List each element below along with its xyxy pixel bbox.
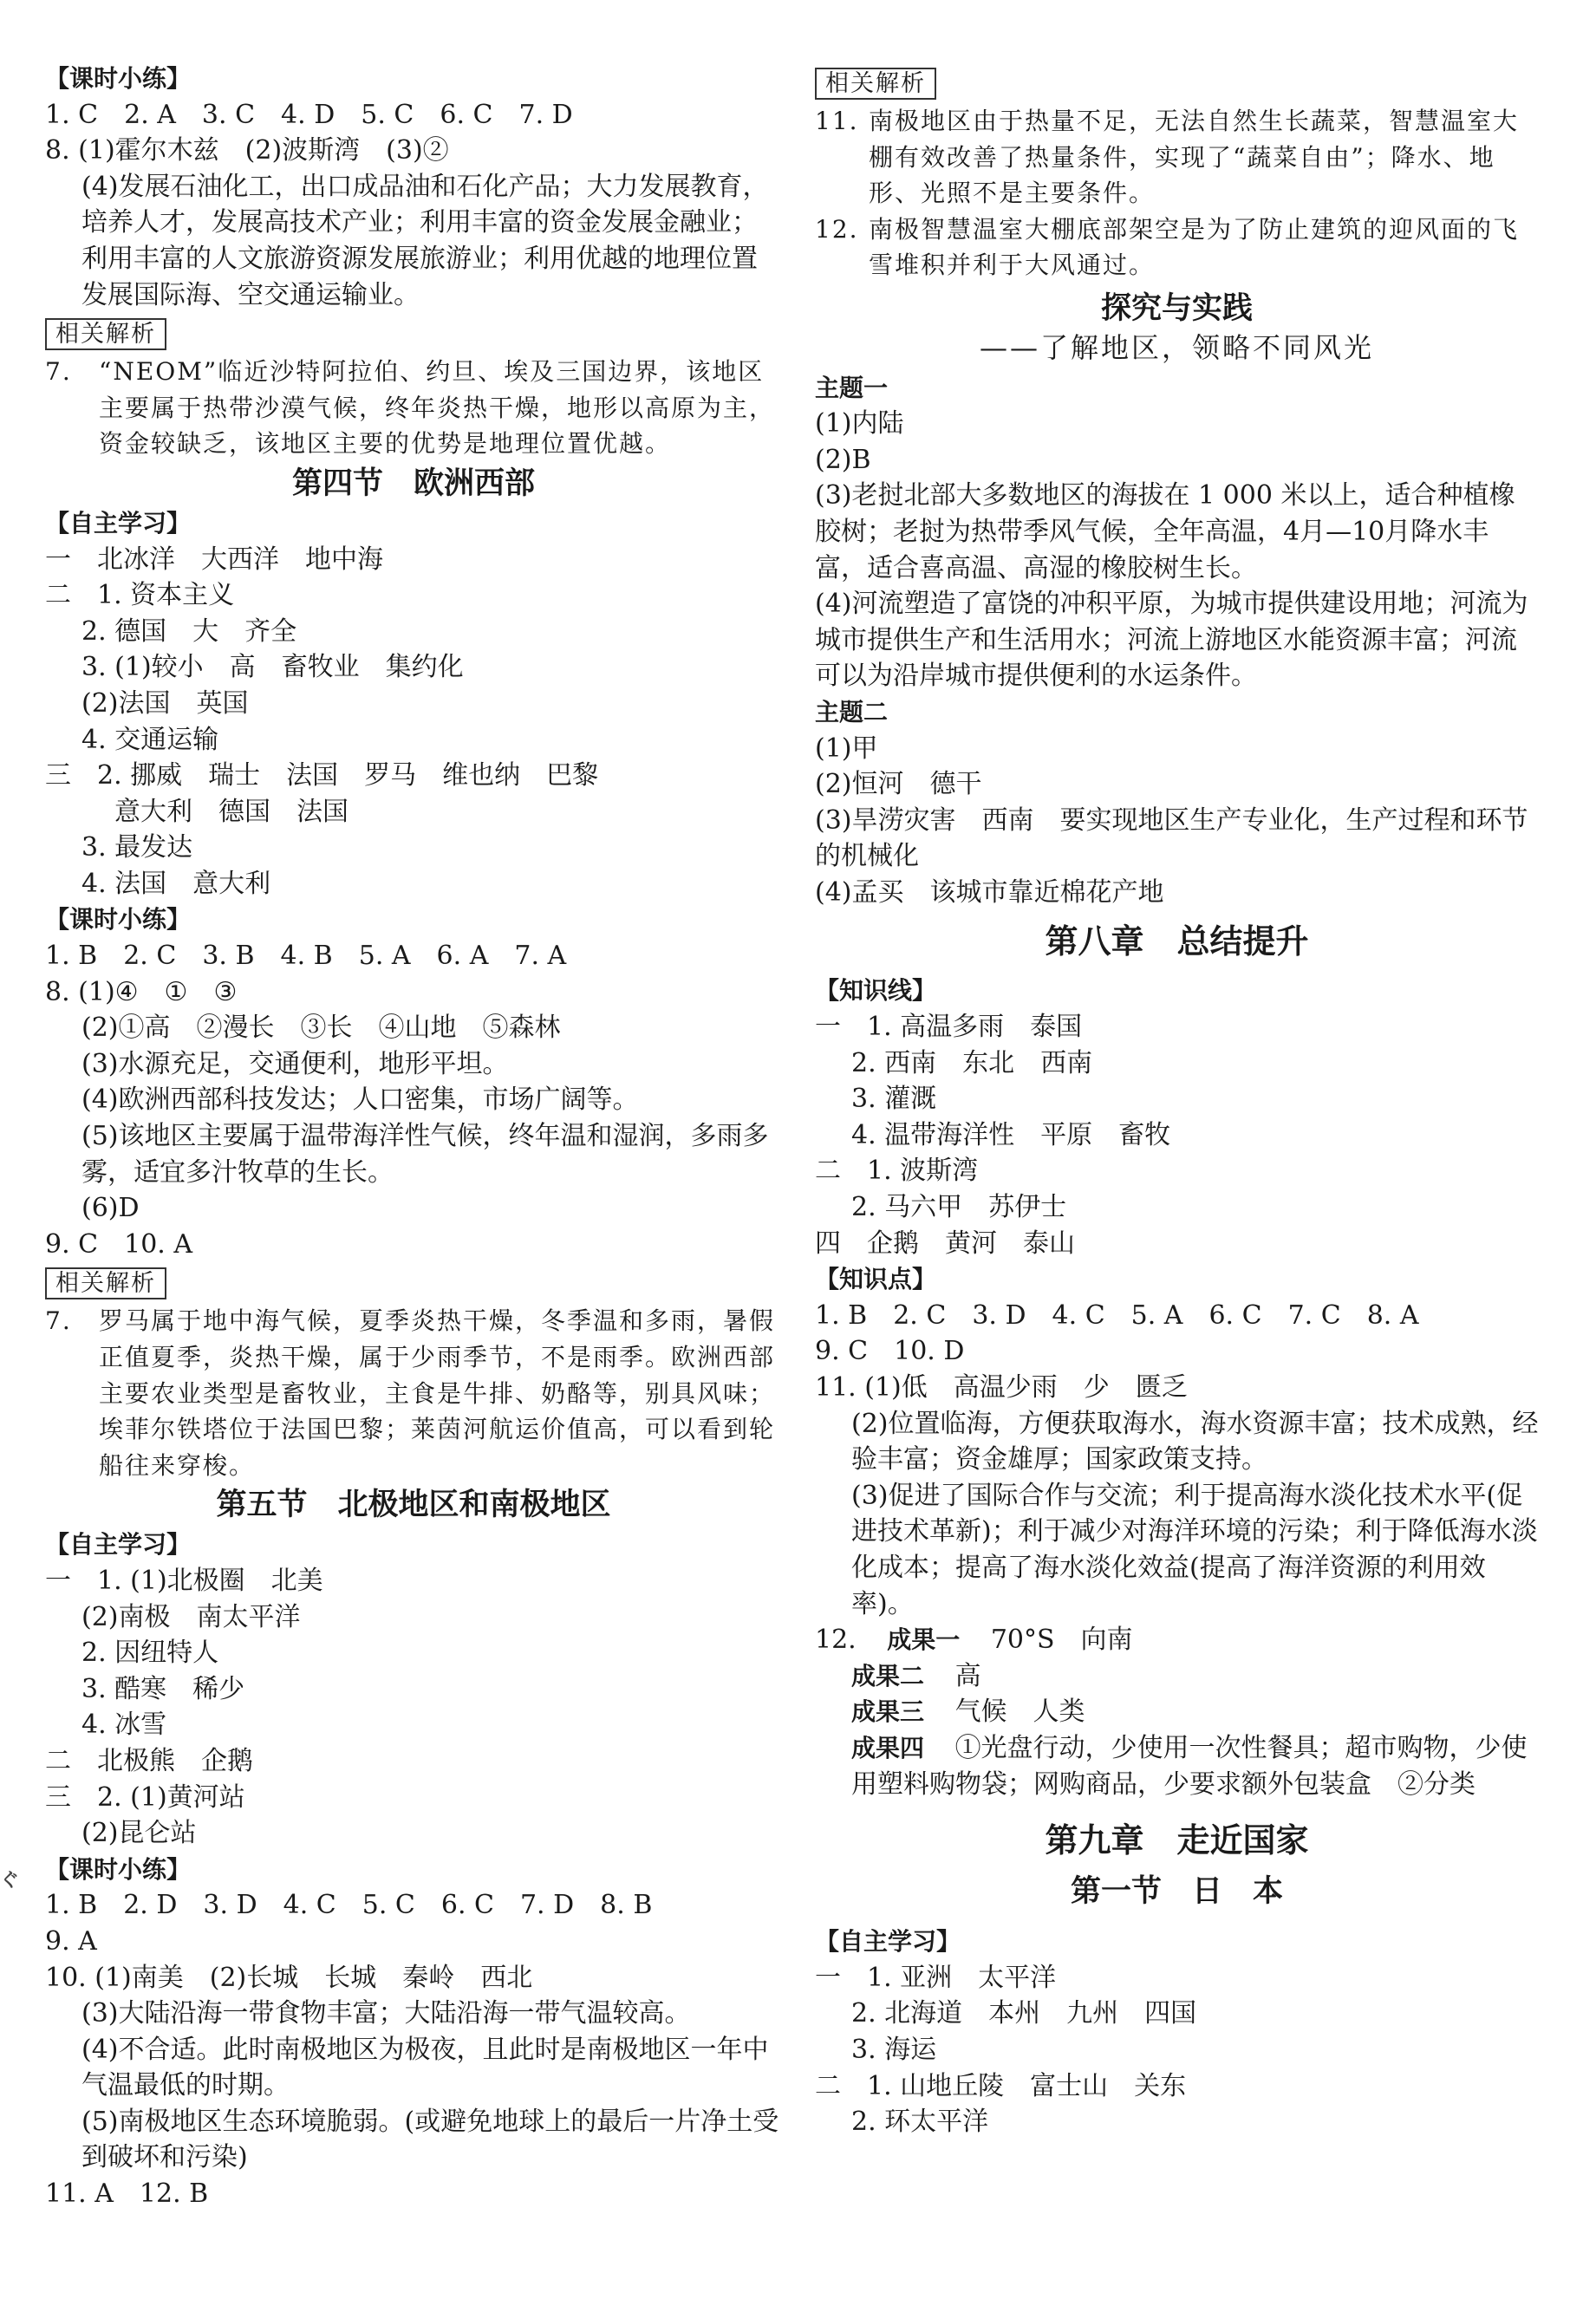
analysis-tag: 相关解析 bbox=[815, 68, 936, 100]
answer-line: 2. 因纽特人 bbox=[81, 1638, 219, 1669]
answer-line: 1. B 2. D 3. D 4. C 5. C 6. C 7. D 8. B bbox=[45, 1890, 653, 1921]
answer-paragraph: (4)河流塑造了富饶的冲积平原，为城市提供建设用地；河流为城市提供生产和生活用水；河流上游地区水能资源丰富；河流可以为沿岸城市提供便利的水运条件。 bbox=[815, 589, 1528, 692]
answer-line: 3. 灌溉 bbox=[851, 1084, 937, 1115]
answer-line: 2. 德国 大 齐全 bbox=[81, 615, 297, 647]
result-line: 成果三 气候 人类 bbox=[851, 1697, 1085, 1728]
answer-line: 3. 海运 bbox=[851, 2034, 937, 2065]
answer-line: 11. A 12. B bbox=[45, 2179, 209, 2210]
section-label: 【课时小练】 bbox=[45, 1854, 192, 1884]
answer-line: 一 1. 高温多雨 泰国 bbox=[815, 1012, 1083, 1043]
left-column bbox=[45, 61, 782, 2212]
section-title: 第一节 日 本 bbox=[1070, 1874, 1283, 1910]
section-label: 【自主学习】 bbox=[45, 508, 192, 537]
answer-line: (1)内陆 bbox=[815, 408, 904, 440]
answer-line: 3. 最发达 bbox=[81, 832, 193, 863]
answer-paragraph: (3)大陆沿海一带食物丰富；大陆沿海一带气温较高。 bbox=[81, 1998, 691, 2029]
answer-paragraph: (3)促进了国际合作与交流；利于提高海水淡化技术水平(促进技术革新)；利于减少对海洋环境的污染；利于降低海水淡化成本；提高了海水淡化效益(提高了海洋资源的利用效率)。 bbox=[851, 1480, 1538, 1619]
answer-line: 9. A bbox=[45, 1925, 97, 1957]
answer-line: 一 1. 亚洲 太平洋 bbox=[815, 1962, 1057, 1993]
section-label: 【知识点】 bbox=[815, 1265, 937, 1294]
answer-line: 10. (1)南美 (2)长城 长城 秦岭 西北 bbox=[45, 1962, 533, 1993]
section-title: 第四节 欧洲西部 bbox=[291, 466, 535, 501]
answer-line: 一 北冰洋 大西洋 地中海 bbox=[45, 544, 383, 575]
answer-line: 二 1. 资本主义 bbox=[45, 580, 235, 611]
answer-line: 意大利 德国 法国 bbox=[114, 796, 349, 827]
section-label: 【课时小练】 bbox=[45, 905, 192, 935]
answer-line: (1)甲 bbox=[815, 733, 878, 764]
answer-paragraph: (5)南极地区生态环境脆弱。(或避免地球上的最后一片净土受到破坏和污染) bbox=[81, 2106, 779, 2173]
answer-line: 2. 环太平洋 bbox=[851, 2107, 989, 2138]
answer-paragraph: (4)发展石油化工，出口成品油和石化产品；大力发展教育，培养人才，发展高技术产业；利用丰富的资金发展金融业；利用丰富的人文旅游资源发展旅游业；利用优越的地理位置发展国际海、空交通运输业。 bbox=[81, 171, 769, 310]
analysis-tag: 相关解析 bbox=[45, 1267, 166, 1299]
margin-mark: ぐ bbox=[0, 1870, 20, 1892]
answer-line: 9. C 10. A bbox=[45, 1228, 193, 1260]
section-title: 探究与实践 bbox=[1100, 290, 1253, 326]
answer-line: (3)水源充足，交通便利，地形平坦。 bbox=[81, 1048, 509, 1079]
chapter-title: 第八章 总结提升 bbox=[1045, 922, 1309, 961]
answer-paragraph: (2)位置临海，方便获取海水，海水资源丰富；技术成熟，经验丰富；资金雄厚；国家政策支持。 bbox=[851, 1408, 1539, 1475]
answer-line: (4)孟买 该城市靠近棉花产地 bbox=[815, 876, 1164, 908]
answer-line: 三 2. (1)黄河站 bbox=[45, 1781, 245, 1813]
analysis-tag: 相关解析 bbox=[45, 318, 166, 350]
answer-line: 1. C 2. A 3. C 4. D 5. C 6. C 7. D bbox=[45, 99, 573, 130]
answer-line: 3. (1)较小 高 畜牧业 集约化 bbox=[81, 652, 464, 683]
analysis-paragraph: 7. “NEOM”临近沙特阿拉伯、约旦、埃及三国边界，该地区主要属于热带沙漠气候，终年炎热干燥，地形以高原为主，资金较缺乏，该地区主要的优势是地理位置优越。 bbox=[45, 357, 776, 459]
answer-line: 2. 马六甲 苏伊士 bbox=[851, 1192, 1067, 1223]
answer-line: 2. 西南 东北 西南 bbox=[851, 1047, 1093, 1078]
section-title: 第五节 北极地区和南极地区 bbox=[216, 1488, 611, 1523]
answer-line: 9. C 10. D bbox=[815, 1336, 965, 1367]
answer-line: (4)欧洲西部科技发达；人口密集，市场广阔等。 bbox=[81, 1084, 639, 1116]
answer-line: (2)昆仑站 bbox=[81, 1818, 197, 1849]
analysis-paragraph: 12. 南极智慧温室大棚底部架空是为了防止建筑的迎风面的飞雪堆积并利于大风通过。 bbox=[815, 214, 1520, 280]
answer-line: 2. 北海道 本州 九州 四国 bbox=[851, 1998, 1197, 2029]
result-line: 12. 成果一 70°S 向南 bbox=[815, 1625, 1133, 1656]
section-label: 【自主学习】 bbox=[45, 1530, 192, 1560]
answer-paragraph: (3)老挝北部大多数地区的海拔在 1 000 米以上，适合种植橡胶树；老挝为热带季风气候，全年高温，4月—10月降水丰富，适合喜高温、高湿的橡胶树生长。 bbox=[815, 480, 1515, 583]
answer-line: 二 1. 山地丘陵 富士山 关东 bbox=[815, 2070, 1187, 2101]
answer-line: (2)南极 南太平洋 bbox=[81, 1601, 301, 1632]
result-line: 成果二 高 bbox=[851, 1660, 981, 1691]
answer-line: 4. 冰雪 bbox=[81, 1710, 167, 1741]
answer-paragraph: (5)该地区主要属于温带海洋性气候，终年温和湿润，多雨多雾，适宜多汁牧草的生长。 bbox=[81, 1121, 769, 1188]
section-subtitle: ——了解地区，领略不同风光 bbox=[979, 330, 1374, 364]
analysis-paragraph: 11. 南极地区由于热量不足，无法自然生长蔬菜，智慧温室大棚有效改善了热量条件，实现了“蔬菜自由”；降水、地形、光照不是主要条件。 bbox=[815, 107, 1520, 208]
right-column bbox=[815, 68, 1539, 2140]
topic-label: 主题二 bbox=[815, 697, 889, 726]
answer-line: 4. 温带海洋性 平原 畜牧 bbox=[851, 1119, 1171, 1150]
topic-label: 主题一 bbox=[815, 373, 889, 402]
answer-line: 三 2. 挪威 瑞士 法国 罗马 维也纳 巴黎 bbox=[45, 760, 599, 791]
chapter-title: 第九章 走近国家 bbox=[1045, 1821, 1309, 1860]
section-label: 【自主学习】 bbox=[815, 1927, 961, 1957]
answer-line: (2)恒河 德干 bbox=[815, 769, 982, 800]
answer-line: 3. 酷寒 稀少 bbox=[81, 1673, 245, 1704]
answer-line: 四 企鹅 黄河 泰山 bbox=[815, 1228, 1075, 1259]
answer-line: (2)法国 英国 bbox=[81, 687, 249, 719]
answer-paragraph: (3)旱涝灾害 西南 要实现地区生产专业化，生产过程和环节的机械化 bbox=[815, 804, 1528, 872]
answer-line: 4. 法国 意大利 bbox=[81, 868, 271, 899]
section-label: 【知识线】 bbox=[815, 976, 937, 1006]
result-line: 成果四 ①光盘行动，少使用一次性餐具；超市购物，少使用塑料购物袋；网购商品，少要求额外包装盒 ②分类 bbox=[851, 1732, 1528, 1800]
answer-line: 1. B 2. C 3. D 4. C 5. A 6. C 7. C 8. A bbox=[815, 1299, 1419, 1331]
section-label: 【课时小练】 bbox=[45, 64, 192, 93]
answer-line: 二 北极熊 企鹅 bbox=[45, 1745, 253, 1776]
answer-line: 1. B 2. C 3. B 4. B 5. A 6. A 7. A bbox=[45, 941, 567, 972]
answer-line: 11. (1)低 高温少雨 少 匮乏 bbox=[815, 1372, 1188, 1403]
answer-line: (2)B bbox=[815, 444, 871, 475]
answer-line: 一 1. (1)北极圈 北美 bbox=[45, 1565, 323, 1596]
answer-line: 4. 交通运输 bbox=[81, 724, 219, 755]
answer-paragraph: (4)不合适。此时南极地区为极夜，且此时是南极地区一年中气温最低的时期。 bbox=[81, 2034, 769, 2101]
answer-line: 8. (1)霍尔木兹 (2)波斯湾 (3)② bbox=[45, 135, 449, 166]
answer-line: (6)D bbox=[81, 1193, 140, 1224]
answer-line: 二 1. 波斯湾 bbox=[815, 1156, 979, 1187]
answer-line: 8. (1)④ ① ③ bbox=[45, 976, 238, 1007]
answer-line: (2)①高 ②漫长 ③长 ④山地 ⑤森林 bbox=[81, 1013, 561, 1044]
analysis-paragraph: 7. 罗马属于地中海气候，夏季炎热干燥，冬季温和多雨，暑假正值夏季，炎热干燥，属于少雨季节，不是雨季。欧洲西部主要农业类型是畜牧业，主食是牛排、奶酪等，别具风味；埃菲尔铁塔位于法国巴黎；莱茵河航运价值高，可以看到轮船往来穿梭。 bbox=[45, 1306, 776, 1480]
